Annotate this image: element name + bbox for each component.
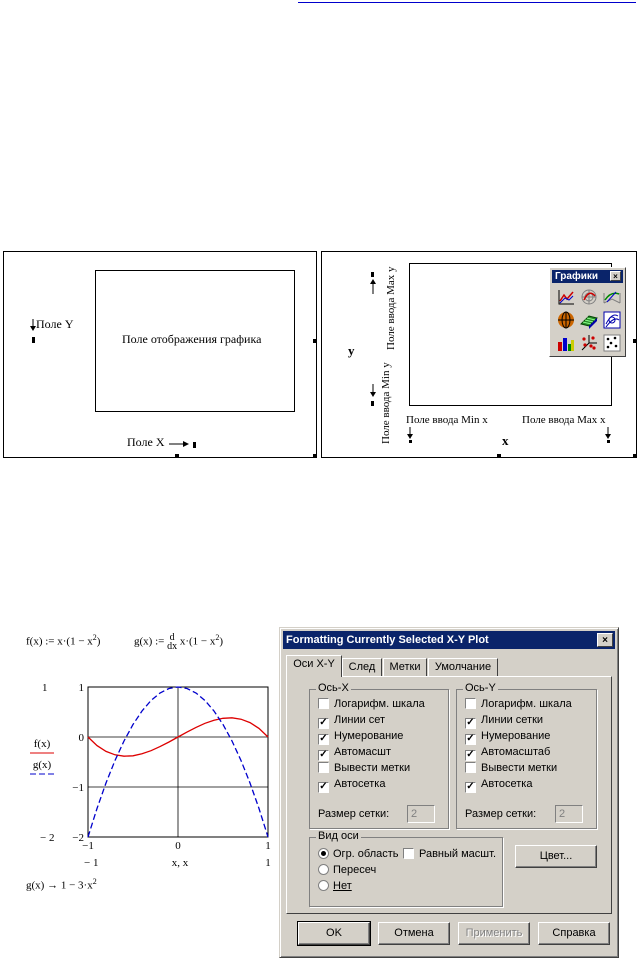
y-option-5[interactable] [465,778,532,792]
g-result: $g(x) \to 1 - 3\cdot x^2$ [26,877,97,892]
tab-labels[interactable]: Метки [383,658,427,676]
checkbox[interactable]: ✓ [466,749,475,760]
radio-label: Пересеч [333,864,377,876]
radio-bounded-area[interactable] [318,848,399,862]
vector-field-plot-icon[interactable] [602,310,622,330]
help-button[interactable]: Справка [538,922,610,945]
y-axis-label: y [348,343,355,358]
scatter-points-icon[interactable] [602,333,622,353]
dialog-title-bar[interactable] [283,631,615,649]
checkbox-label: Автосетка [481,778,533,790]
cancel-button[interactable]: Отмена [378,922,450,945]
radio-button[interactable] [318,864,329,875]
x-tick-label: 1 [265,840,271,852]
graphs-toolbar [549,267,626,357]
plot-diagram-left [3,251,317,458]
y-max-label: 1 [42,682,48,694]
y-grid-size-field[interactable]: 2 [555,805,583,823]
x-option-1[interactable] [318,714,385,728]
y-tick-label: 1 [78,682,84,694]
checkbox-label: Линии сет [334,714,386,726]
checkbox-label: Линии сетки [481,714,544,726]
checkbox-label: Автосетка [334,778,386,790]
max-x-label: Поле ввода Max x [522,414,606,426]
max-y-label: Поле ввода Max y [385,266,397,350]
radio-crossed[interactable] [318,864,376,878]
axis-view-group [309,830,503,907]
resize-handle[interactable] [497,454,501,458]
toolbar-title-bar[interactable] [552,270,623,283]
checkbox-label: Вывести метки [334,762,411,774]
checkbox[interactable] [403,848,414,859]
axis-view-legend: Вид оси [318,830,359,842]
y-option-1[interactable] [465,714,543,728]
resize-handle[interactable] [313,339,317,343]
checkbox[interactable]: ✓ [466,781,475,792]
apply-button[interactable]: Применить [458,922,530,945]
surface-plot-icon[interactable] [602,287,622,307]
radio-button[interactable] [318,848,329,859]
min-x-arrow-icon [406,427,416,443]
x-max-label: 1 [265,857,271,869]
x-axis-label: x, x [171,857,189,869]
3d-scatter-icon[interactable] [579,333,599,353]
x-grid-size-field[interactable]: 2 [407,805,435,823]
checkbox-label: Равный масшт. [419,848,496,860]
checkbox[interactable] [318,762,329,773]
y-tick-label: 0 [78,732,84,744]
x-min-label: − 1 [84,857,99,869]
x-grid-size-label: Размер сетки: [318,808,390,820]
xy-plot-icon[interactable] [556,287,576,307]
checkbox[interactable]: ✓ [319,733,328,744]
checkbox-label: Нумерование [481,730,551,742]
radio-button[interactable] [318,880,329,891]
x-option-3[interactable] [318,746,391,760]
radio-label: Нет [333,880,352,892]
y-option-4[interactable] [465,762,557,776]
close-icon[interactable]: × [597,633,613,647]
checkbox[interactable] [465,698,476,709]
resize-handle[interactable] [633,454,637,458]
min-y-arrow-icon [368,384,378,406]
min-x-label: Поле ввода Min x [406,414,488,426]
max-x-arrow-icon [604,427,614,443]
ok-button[interactable]: OK [298,922,370,945]
checkbox[interactable]: ✓ [319,781,328,792]
x-axis-group [309,682,449,829]
field-x-label: Поле X [127,435,165,449]
field-y-arrow-icon [28,319,38,347]
checkbox[interactable]: ✓ [319,717,328,728]
checkbox[interactable]: ✓ [319,749,328,760]
contour-plot-icon[interactable] [556,310,576,330]
y-grid-size-label: Размер сетки: [465,808,537,820]
color-button[interactable]: Цвет... [515,845,597,868]
y-min-label: − 2 [40,832,55,844]
y-option-0[interactable] [465,698,572,712]
dialog-title: Formatting Currently Selected X-Y Plot [286,634,489,646]
3d-scatter-plot-icon[interactable] [556,333,576,353]
min-y-label: Поле ввода Min y [380,362,392,444]
y-option-2[interactable] [465,730,550,744]
field-y-label: Поле Y [36,317,74,331]
x-option-0[interactable] [318,698,425,712]
legend-g-label: g(x) [32,759,52,771]
x-tick-label: 0 [175,840,181,852]
tab-panel [286,676,612,914]
legend-f-label: f(x) [33,738,51,750]
checkbox-label: Автомасшт [334,746,392,758]
x-option-4[interactable] [318,762,410,776]
checkbox-label: Нумерование [334,730,404,742]
x-tick-label: −1 [82,840,94,852]
g-definition: g(x) := d dx $x\cdot(1 - x^2)$ [134,632,224,653]
polar-plot-icon[interactable] [579,287,599,307]
resize-handle[interactable] [313,454,317,458]
tab-trace[interactable]: След [342,658,382,676]
radio-label: Огр. область [333,848,399,860]
checkbox-label: Логарифм. шкала [334,698,425,710]
3d-bar-plot-icon[interactable] [579,310,599,330]
x-option-5[interactable] [318,778,385,792]
format-plot-dialog [279,627,619,958]
equal-scale-checkbox[interactable] [403,848,496,862]
checkbox-label: Вывести метки [481,762,558,774]
y-axis-group [456,682,597,829]
checkbox-label: Логарифм. шкала [481,698,572,710]
toolbar-title: Графики [555,271,599,282]
y-tick-label: −1 [72,782,84,794]
y-option-3[interactable] [465,746,550,760]
checkbox[interactable]: ✓ [466,717,475,728]
max-y-arrow-icon [368,272,378,294]
tab-defaults[interactable]: Умолчание [428,658,498,676]
f-definition: f(x) := $x\cdot(1 - x^2)$ [26,633,101,648]
y-axis-legend: Ось-Y [465,682,496,694]
function-plot[interactable] [20,672,275,872]
checkbox[interactable] [318,698,329,709]
checkbox[interactable]: ✓ [466,733,475,744]
x-axis-label: x [502,433,509,448]
radio-none[interactable] [318,880,352,894]
x-axis-legend: Ось-X [318,682,349,694]
plot-area-frame [95,270,295,412]
tab-xy-axes[interactable]: Оси X-Y [286,655,342,677]
resize-handle[interactable] [175,454,179,458]
checkbox[interactable] [465,762,476,773]
resize-handle[interactable] [633,339,637,343]
top-rule [298,2,636,3]
close-icon[interactable]: × [610,271,621,281]
plot-area-label: Поле отображения графика [122,332,262,346]
x-option-2[interactable] [318,730,403,744]
y-tick-label: −2 [72,832,84,844]
checkbox-label: Автомасштаб [481,746,551,758]
field-x-arrow-icon [169,439,201,451]
